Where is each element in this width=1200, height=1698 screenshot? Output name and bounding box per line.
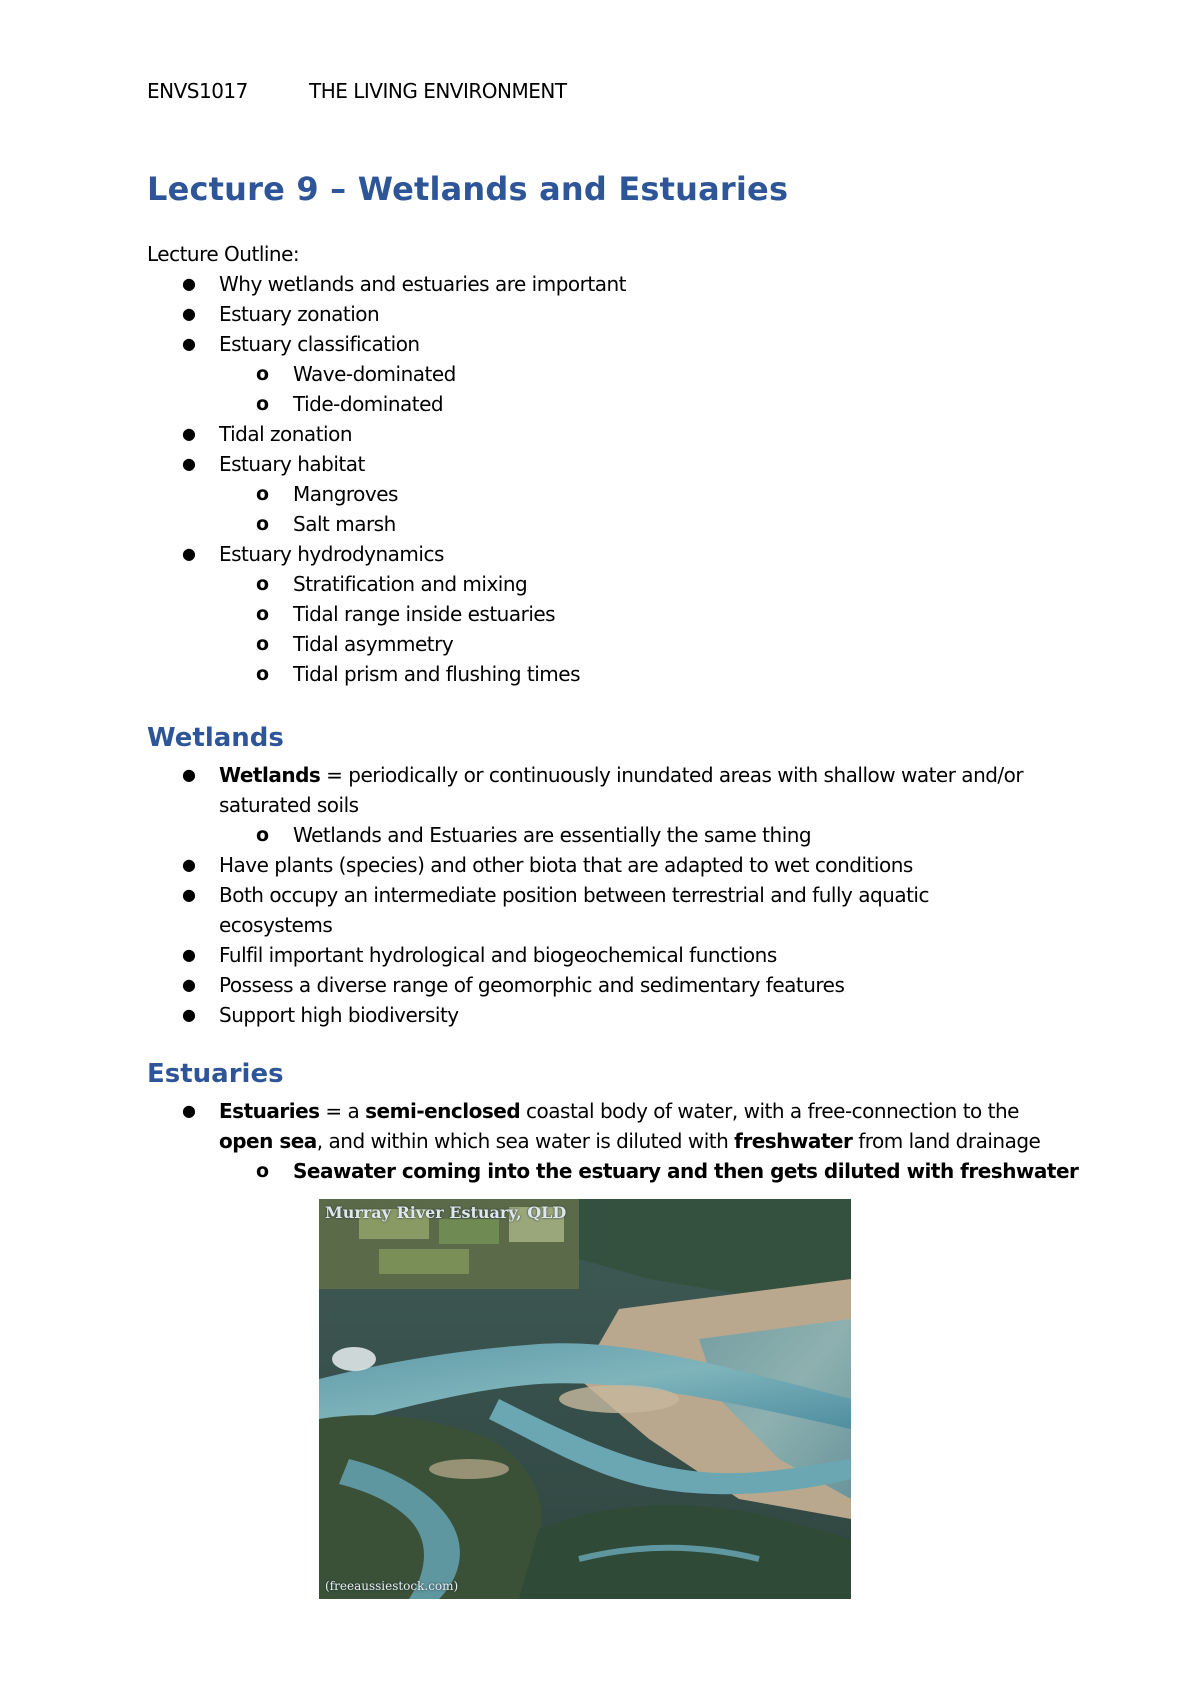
list-item: ● Estuary classification [147, 329, 626, 359]
wetlands-term: Wetlands [219, 763, 321, 787]
filled-circle-bullet-icon: ● [182, 945, 196, 964]
list-item: ● Estuaries = a semi-enclosed coastal body of water, with a free-connection to the open sea, and within which sea water is diluted with freshwater from land drainage [147, 1096, 1078, 1156]
list-item: o Salt marsh [147, 509, 626, 539]
filled-circle-bullet-icon: ● [182, 1101, 196, 1120]
hollow-circle-bullet-icon: o [256, 824, 269, 846]
list-item: o Tide-dominated [147, 389, 626, 419]
list-item: o Seawater coming into the estuary and then gets diluted with freshwater [147, 1156, 1078, 1186]
wetlands-list [147, 760, 1023, 1030]
course-name: THE LIVING ENVIRONMENT [309, 79, 567, 103]
filled-circle-bullet-icon: ● [182, 274, 196, 293]
list-item: ● Have plants (species) and other biota that are adapted to wet conditions [147, 850, 1023, 880]
list-item: o Stratification and mixing [147, 569, 626, 599]
list-item: ● Estuary habitat [147, 449, 626, 479]
filled-circle-bullet-icon: ● [182, 454, 196, 473]
wetlands-heading: Wetlands [147, 723, 284, 753]
estuaries-term: Estuaries [219, 1099, 320, 1123]
hollow-circle-bullet-icon: o [256, 1160, 269, 1182]
list-item: o Tidal asymmetry [147, 629, 626, 659]
hollow-circle-bullet-icon: o [256, 363, 269, 385]
list-item: ● Tidal zonation [147, 419, 626, 449]
hollow-circle-bullet-icon: o [256, 603, 269, 625]
estuaries-list [147, 1096, 1078, 1186]
list-item: o Tidal prism and flushing times [147, 659, 626, 689]
filled-circle-bullet-icon: ● [182, 855, 196, 874]
photo-caption: Murray River Estuary, QLD [325, 1203, 567, 1222]
estuary-photo [319, 1199, 851, 1599]
hollow-circle-bullet-icon: o [256, 513, 269, 535]
page-title: Lecture 9 – Wetlands and Estuaries [147, 170, 789, 208]
list-item: ● Both occupy an intermediate position between terrestrial and fully aquatic ecosystems [147, 880, 1023, 940]
list-item: ● Possess a diverse range of geomorphic and sedimentary features [147, 970, 1023, 1000]
hollow-circle-bullet-icon: o [256, 663, 269, 685]
hollow-circle-bullet-icon: o [256, 633, 269, 655]
estuary-aerial-image [319, 1199, 851, 1599]
page-header [147, 76, 567, 106]
photo-credit: (freeaussiestock.com) [325, 1579, 459, 1593]
list-item: ● Estuary hydrodynamics [147, 539, 626, 569]
hollow-circle-bullet-icon: o [256, 483, 269, 505]
filled-circle-bullet-icon: ● [182, 765, 196, 784]
list-item: o Wetlands and Estuaries are essentially the same thing [147, 820, 1023, 850]
list-item: o Tidal range inside estuaries [147, 599, 626, 629]
hollow-circle-bullet-icon: o [256, 393, 269, 415]
filled-circle-bullet-icon: ● [182, 885, 196, 904]
outline-list [147, 269, 626, 689]
list-item: ● Wetlands = periodically or continuously inundated areas with shallow water and/or saturated soils [147, 760, 1023, 820]
hollow-circle-bullet-icon: o [256, 573, 269, 595]
filled-circle-bullet-icon: ● [182, 304, 196, 323]
list-item: o Wave-dominated [147, 359, 626, 389]
estuaries-heading: Estuaries [147, 1059, 284, 1089]
list-item: ● Why wetlands and estuaries are important [147, 269, 626, 299]
filled-circle-bullet-icon: ● [182, 544, 196, 563]
filled-circle-bullet-icon: ● [182, 1005, 196, 1024]
list-item: ● Fulfil important hydrological and biogeochemical functions [147, 940, 1023, 970]
list-item: ● Support high biodiversity [147, 1000, 1023, 1030]
filled-circle-bullet-icon: ● [182, 975, 196, 994]
list-item: o Mangroves [147, 479, 626, 509]
filled-circle-bullet-icon: ● [182, 334, 196, 353]
filled-circle-bullet-icon: ● [182, 424, 196, 443]
outline-label: Lecture Outline: [147, 242, 300, 266]
list-item: ● Estuary zonation [147, 299, 626, 329]
course-code: ENVS1017 [147, 79, 248, 103]
